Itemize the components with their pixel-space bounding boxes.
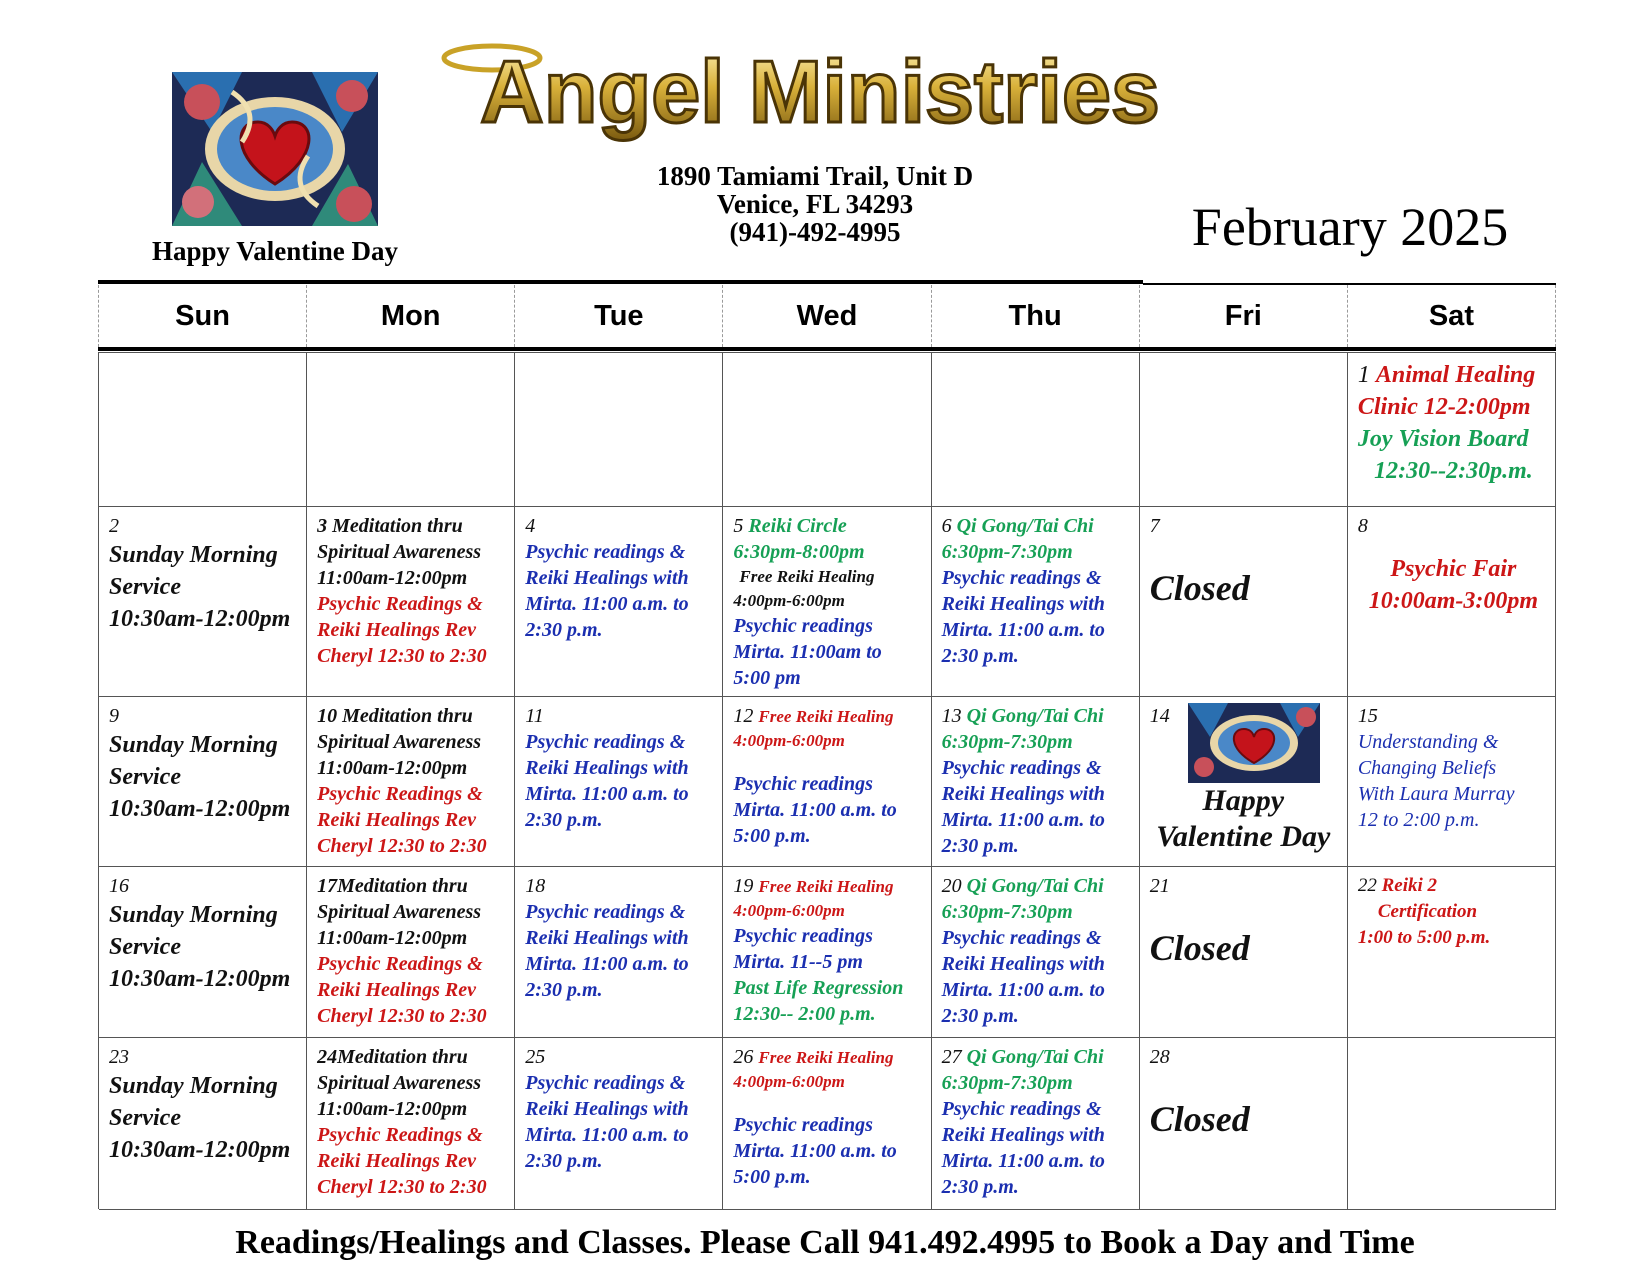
day-cell-12: [723, 697, 931, 867]
event-time: 12 to 2:00 p.m.: [1357, 809, 1480, 831]
event-title: Reiki Healings with: [941, 1124, 1105, 1146]
event-title: Reiki Healings with: [525, 1098, 689, 1120]
day-cell-empty: [932, 353, 1140, 507]
event-time: 4:00pm-6:00pm: [733, 901, 845, 920]
day-cell-10: [307, 697, 515, 867]
event-title: Psychic readings: [733, 615, 873, 637]
closed-label: Closed: [1149, 928, 1250, 968]
day-number: 15: [1357, 705, 1378, 727]
day-cell-25: [515, 1038, 723, 1210]
event-time: Mirta. 11:00 a.m. to: [733, 799, 897, 821]
day-number: 21: [1149, 875, 1170, 897]
event-title: Qi Gong/Tai Chi: [966, 705, 1104, 727]
day-number: 8: [1357, 515, 1368, 537]
event-title: Psychic readings &: [941, 927, 1102, 949]
day-cell-13: [932, 697, 1140, 867]
day-cell-1: [1348, 353, 1556, 507]
event-time: Clinic 12-2:00pm: [1357, 394, 1531, 420]
day-cell-11: [515, 697, 723, 867]
valentine-header-block: [130, 72, 420, 267]
event-time: 5:00 p.m.: [733, 1166, 811, 1188]
day-cell-3: [307, 507, 515, 697]
event-time: Mirta. 11:00 a.m. to: [525, 593, 689, 615]
weekday-wed: Wed: [722, 285, 930, 347]
event-title: Qi Gong/Tai Chi: [956, 515, 1094, 537]
weekday-thu: Thu: [931, 285, 1139, 347]
event-title: Reiki Healings with: [525, 567, 689, 589]
closed-label: Closed: [1149, 1099, 1250, 1139]
event-time: 10:30am-12:00pm: [109, 1137, 291, 1163]
event-title: Reiki Healings Rev: [317, 809, 477, 831]
day-cell-empty: [515, 353, 723, 507]
closed-label: Closed: [1149, 568, 1250, 608]
event-title: Reiki Healings with: [941, 783, 1105, 805]
day-cell-24: [307, 1038, 515, 1210]
event-title: Sunday Morning: [109, 732, 278, 758]
event-time: 6:30pm-8:00pm: [733, 541, 865, 563]
event-title: Sunday Morning: [109, 542, 278, 568]
event-title: Sunday Morning: [109, 1073, 278, 1099]
weekday-sat: Sat: [1347, 285, 1556, 347]
day-number: 20: [941, 875, 967, 897]
day-number: 1: [1357, 362, 1376, 388]
event-title: Psychic Fair: [1390, 556, 1517, 582]
event-title: Spiritual Awareness: [317, 1072, 482, 1094]
event-time: 6:30pm-7:30pm: [941, 731, 1073, 753]
event-title: Psychic Readings &: [317, 953, 483, 975]
weekday-sun: Sun: [98, 285, 306, 347]
angel-ministries-logo: [430, 34, 1210, 144]
event-title: Psychic readings: [733, 773, 873, 795]
day-cell-4: [515, 507, 723, 697]
day-number: 25: [525, 1046, 546, 1068]
event-time: Mirta. 11:00am to: [733, 641, 882, 663]
event-time: 2:30 p.m.: [941, 835, 1019, 857]
event-title: Psychic readings &: [525, 901, 686, 923]
event-time: 11:00am-12:00pm: [317, 567, 468, 589]
day-cell-5: [723, 507, 931, 697]
event-title: Reiki Healings with: [525, 757, 689, 779]
event-time: Mirta. 11:00 a.m. to: [525, 1124, 689, 1146]
event-title: Psychic Readings &: [317, 1124, 483, 1146]
event-title: Reiki Healings Rev: [317, 1150, 477, 1172]
event-title: Psychic readings: [733, 925, 873, 947]
event-title: Psychic readings &: [941, 1098, 1102, 1120]
valentine-greeting-line: Valentine Day: [1156, 820, 1331, 853]
day-cell-empty: [307, 353, 515, 507]
event-title: Free Reiki Healing: [758, 1048, 894, 1067]
event-title: 3 Meditation thru: [317, 515, 463, 537]
day-number: 16: [109, 875, 129, 897]
event-title: Service: [109, 934, 181, 960]
day-number: 2: [109, 515, 119, 537]
event-title: Reiki Healings Rev: [317, 619, 477, 641]
event-time: 10:30am-12:00pm: [109, 796, 291, 822]
day-cell-2: [99, 507, 307, 697]
event-title: Animal Healing: [1375, 362, 1536, 388]
event-time: Cheryl 12:30 to 2:30: [317, 835, 487, 857]
event-title: Reiki Circle: [748, 515, 847, 537]
event-time: 6:30pm-7:30pm: [941, 541, 1073, 563]
event-time: 12:30--2:30p.m.: [1374, 458, 1533, 484]
event-time: 4:00pm-6:00pm: [733, 731, 845, 750]
event-time: 2:30 p.m.: [941, 645, 1019, 667]
valentine-greeting: [1140, 783, 1347, 855]
calendar-grid: [98, 352, 1556, 1209]
stained-glass-heart-image: [172, 72, 378, 226]
event-time: Mirta. 11--5 pm: [733, 951, 863, 973]
event-title: Psychic Readings &: [317, 593, 483, 615]
weekday-fri: Fri: [1139, 285, 1347, 347]
day-cell-empty: [1140, 353, 1348, 507]
weekday-tue: Tue: [514, 285, 722, 347]
event-title: 24Meditation thru: [317, 1046, 468, 1068]
event-title: Psychic readings &: [941, 567, 1102, 589]
header-rule-left: [98, 280, 1143, 284]
event-time: 2:30 p.m.: [525, 809, 603, 831]
day-cell-21: [1140, 867, 1348, 1038]
event-title: Reiki Healings with: [941, 593, 1105, 615]
event-time: 2:30 p.m.: [525, 619, 603, 641]
event-title: Changing Beliefs: [1357, 757, 1497, 779]
event-time: Mirta. 11:00 a.m. to: [525, 953, 689, 975]
day-number: 5: [733, 515, 749, 537]
event-time: 5:00 p.m.: [733, 825, 811, 847]
day-cell-23: [99, 1038, 307, 1210]
event-title: Free Reiki Healing: [739, 567, 875, 586]
day-number: 28: [1149, 1046, 1170, 1068]
event-title: 17Meditation thru: [317, 875, 468, 897]
event-time: 4:00pm-6:00pm: [733, 591, 845, 610]
day-cell-19: [723, 867, 931, 1038]
event-title: Psychic readings &: [525, 541, 686, 563]
event-title: Service: [109, 764, 181, 790]
day-number: 6: [941, 515, 957, 537]
day-cell-16: [99, 867, 307, 1038]
day-cell-17: [307, 867, 515, 1038]
brand-title: Angel Ministries: [480, 42, 1160, 141]
event-title: Reiki 2: [1381, 875, 1438, 896]
event-title: Qi Gong/Tai Chi: [966, 875, 1104, 897]
address-block: [600, 162, 1030, 246]
event-title: Understanding &: [1357, 731, 1499, 753]
event-title: Psychic readings &: [525, 1072, 686, 1094]
event-time: Cheryl 12:30 to 2:30: [317, 645, 487, 667]
day-cell-20: [932, 867, 1140, 1038]
event-title: Psychic readings &: [941, 757, 1102, 779]
event-time: Mirta. 11:00 a.m. to: [941, 809, 1105, 831]
day-number: 7: [1149, 515, 1160, 537]
event-time: 11:00am-12:00pm: [317, 757, 468, 779]
day-cell-22: [1348, 867, 1556, 1038]
event-time: Cheryl 12:30 to 2:30: [317, 1005, 487, 1027]
event-time: 6:30pm-7:30pm: [941, 901, 1073, 923]
day-number: 18: [525, 875, 546, 897]
event-time: 6:30pm-7:30pm: [941, 1072, 1073, 1094]
event-title: Past Life Regression: [733, 977, 904, 999]
day-number: 27: [941, 1046, 967, 1068]
day-cell-27: [932, 1038, 1140, 1210]
event-time: Mirta. 11:00 a.m. to: [525, 783, 689, 805]
event-title: Joy Vision Board: [1357, 426, 1529, 452]
event-time: 10:30am-12:00pm: [109, 606, 291, 632]
event-time: 11:00am-12:00pm: [317, 927, 468, 949]
event-time: 1:00 to 5:00 p.m.: [1357, 927, 1491, 948]
event-title: Reiki Healings with: [941, 953, 1105, 975]
day-cell-8: [1348, 507, 1556, 697]
day-number: 11: [525, 705, 544, 727]
event-title: Psychic Readings &: [317, 783, 483, 805]
day-number: 9: [109, 705, 119, 727]
event-title: Free Reiki Healing: [758, 707, 894, 726]
month-title: February 2025: [1191, 197, 1509, 257]
address-line-1: 1890 Tamiami Trail, Unit D: [656, 161, 974, 191]
day-number: 4: [525, 515, 536, 537]
day-number: 26: [733, 1046, 759, 1068]
day-cell-28: [1140, 1038, 1348, 1210]
event-time: 2:30 p.m.: [941, 1176, 1019, 1198]
event-title: Spiritual Awareness: [317, 731, 482, 753]
event-title: Spiritual Awareness: [317, 541, 482, 563]
event-time: 2:30 p.m.: [525, 979, 603, 1001]
event-title: Service: [109, 1105, 181, 1131]
day-cell-empty: [723, 353, 931, 507]
day-cell-14: [1140, 697, 1348, 867]
stained-glass-heart-image: [1188, 703, 1320, 783]
event-time: 11:00am-12:00pm: [317, 1098, 468, 1120]
day-number: 23: [109, 1046, 129, 1068]
event-time: Mirta. 11:00 a.m. to: [941, 979, 1105, 1001]
event-title: Qi Gong/Tai Chi: [966, 1046, 1104, 1068]
event-title: Psychic readings: [733, 1114, 873, 1136]
event-time: 5:00 pm: [733, 667, 801, 689]
weekday-header-row: [98, 285, 1556, 351]
event-time: Mirta. 11:00 a.m. to: [941, 619, 1105, 641]
event-title: Psychic readings &: [525, 731, 686, 753]
day-cell-7: [1140, 507, 1348, 697]
day-number: 12: [733, 705, 759, 727]
day-number: 22: [1357, 875, 1382, 896]
day-number: 19: [733, 875, 759, 897]
event-time: 10:00am-3:00pm: [1368, 588, 1539, 614]
event-time: 2:30 p.m.: [941, 1005, 1019, 1027]
event-title: Free Reiki Healing: [758, 877, 894, 896]
valentine-greeting-line: Happy: [1202, 784, 1285, 817]
event-time: 2:30 p.m.: [525, 1150, 603, 1172]
event-title: Reiki Healings with: [525, 927, 689, 949]
event-title: Service: [109, 574, 181, 600]
weekday-mon: Mon: [306, 285, 514, 347]
event-title: Reiki Healings Rev: [317, 979, 477, 1001]
event-time: Mirta. 11:00 a.m. to: [733, 1140, 897, 1162]
event-time: 12:30-- 2:00 p.m.: [733, 1003, 876, 1025]
phone-number: (941)-492-4995: [729, 217, 901, 247]
event-time: Cheryl 12:30 to 2:30: [317, 1176, 487, 1198]
event-time: 4:00pm-6:00pm: [733, 1072, 845, 1091]
day-cell-18: [515, 867, 723, 1038]
day-number: 14: [1149, 705, 1170, 727]
event-time: Mirta. 11:00 a.m. to: [941, 1150, 1105, 1172]
day-number: 13: [941, 705, 967, 727]
day-cell-26: [723, 1038, 931, 1210]
day-cell-6: [932, 507, 1140, 697]
event-title: Spiritual Awareness: [317, 901, 482, 923]
day-cell-empty: [99, 353, 307, 507]
event-title: Sunday Morning: [109, 902, 278, 928]
day-cell-15: [1348, 697, 1556, 867]
event-host: With Laura Murray: [1357, 783, 1515, 805]
address-line-2: Venice, FL 34293: [716, 189, 914, 219]
footer-booking-note: Readings/Healings and Classes. Please Call 941.492.4995 to Book a Day and Time: [235, 1224, 1415, 1261]
valentine-caption: Happy Valentine Day: [151, 236, 399, 266]
event-time: 10:30am-12:00pm: [109, 966, 291, 992]
day-cell-empty: [1348, 1038, 1556, 1210]
day-cell-9: [99, 697, 307, 867]
event-title: 10 Meditation thru: [317, 705, 473, 727]
event-title: Certification: [1377, 901, 1478, 922]
